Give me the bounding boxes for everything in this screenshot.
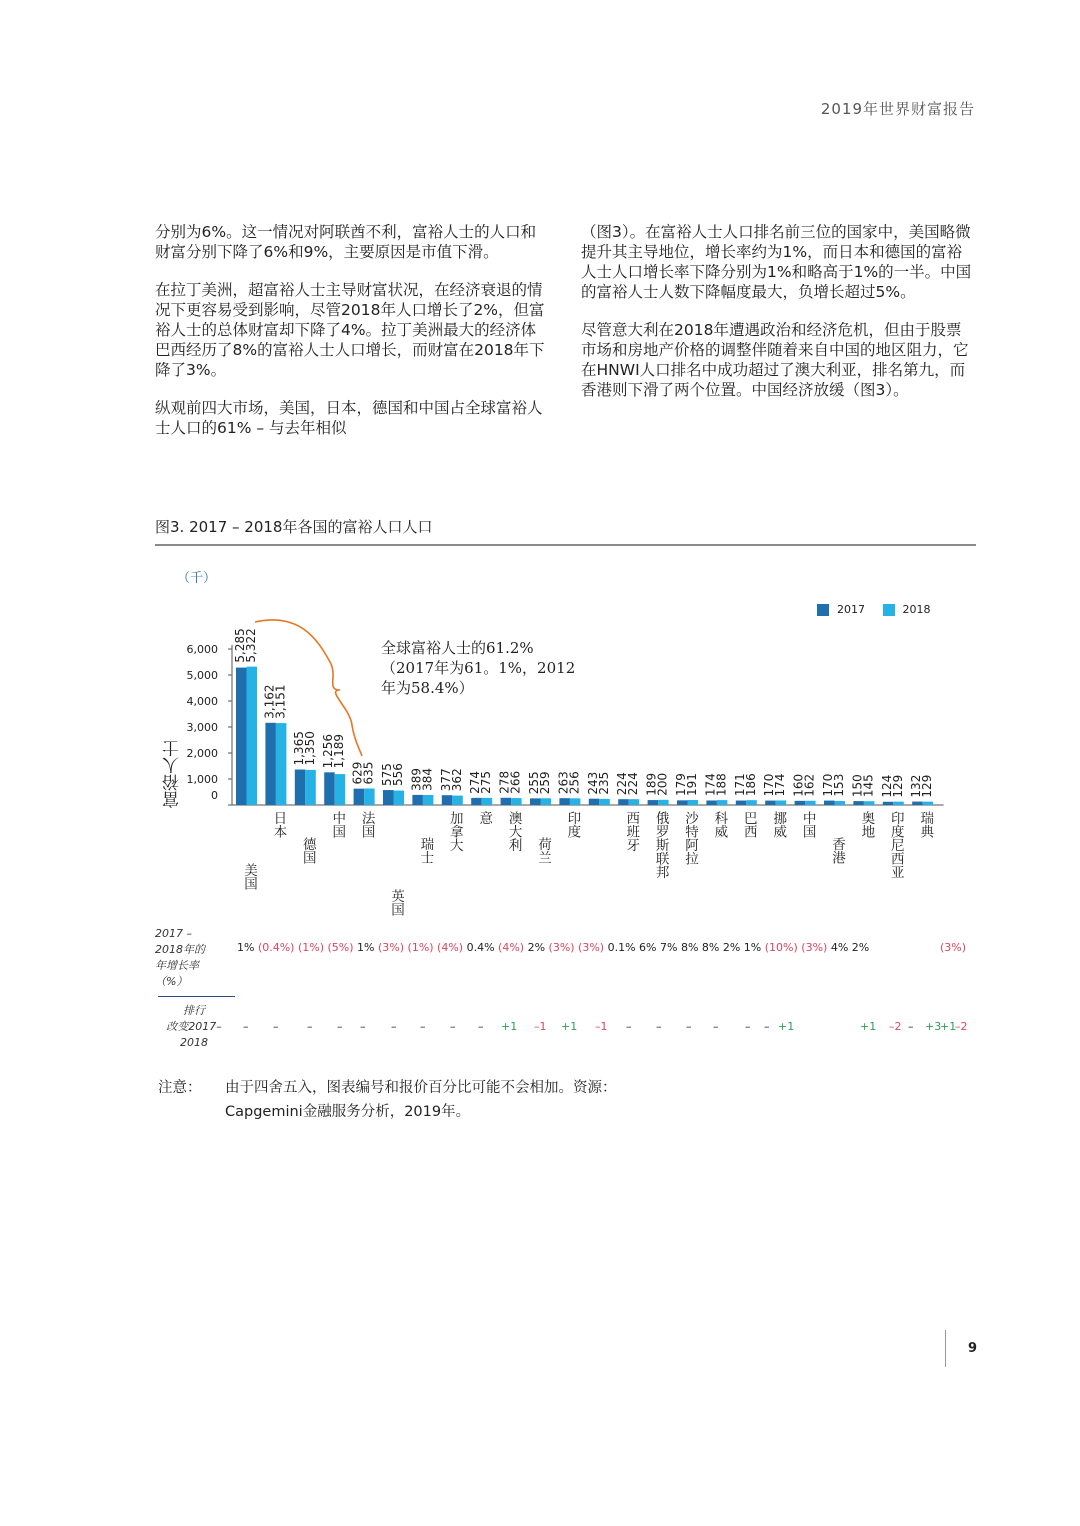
rank-change-value: – bbox=[360, 1020, 366, 1033]
y-tick-label: 1,000 bbox=[186, 773, 218, 786]
bar-2017 bbox=[530, 798, 541, 805]
rank-change-value: –1 bbox=[595, 1020, 608, 1033]
category-label: 瑞士 bbox=[417, 837, 434, 864]
growth-rate-value: (4%) bbox=[433, 941, 464, 954]
bar-2017 bbox=[501, 798, 512, 805]
growth-rate-value: 4% bbox=[827, 941, 849, 954]
bar-2018 bbox=[717, 800, 728, 805]
rank-change-value: +1 bbox=[561, 1020, 578, 1033]
growth-rate-value: (0.4%) bbox=[254, 941, 295, 954]
bar-2018 bbox=[893, 802, 904, 805]
rank-change-value: – bbox=[337, 1020, 343, 1033]
bar-2017 bbox=[265, 723, 276, 805]
value-label-2018: 259 bbox=[538, 771, 552, 795]
growth-label-line-2: 2018年的 bbox=[155, 943, 205, 956]
y-tick-label: 0 bbox=[211, 789, 218, 802]
value-label-2018: 153 bbox=[832, 773, 846, 797]
category-label: 德国 bbox=[299, 837, 316, 864]
rank-label-line-3: 2018 bbox=[180, 1036, 208, 1049]
value-label-2018: 188 bbox=[714, 773, 729, 797]
rank-change-value: – bbox=[450, 1020, 456, 1033]
rank-change-value: –2 bbox=[955, 1020, 968, 1033]
value-label-2018: 235 bbox=[596, 771, 611, 795]
bar-2018 bbox=[864, 801, 875, 805]
category-label: 沙特阿拉 bbox=[682, 811, 698, 865]
growth-rate-value: (3%) bbox=[545, 941, 575, 954]
figure-title: 图3. 2017 – 2018年各国的富裕人口人口 bbox=[155, 518, 433, 536]
value-label-2017: 255 bbox=[527, 771, 541, 795]
rank-change-value: – bbox=[656, 1020, 662, 1033]
value-label-2017: 179 bbox=[674, 773, 688, 797]
y-tick-label: 3,000 bbox=[186, 721, 218, 734]
value-label-2017: 171 bbox=[732, 773, 747, 797]
bar-2017 bbox=[795, 801, 806, 805]
legend-swatch-2018 bbox=[883, 604, 895, 616]
rank-change-value: – bbox=[686, 1020, 692, 1033]
growth-rate-value: 2% bbox=[848, 941, 870, 954]
annotation-line-2: （2017年为61。1%，2012 bbox=[381, 659, 576, 677]
bar-2018 bbox=[541, 798, 552, 805]
growth-rate-value: 2% bbox=[719, 941, 741, 954]
category-label: 挪威 bbox=[770, 811, 787, 838]
rank-change-value: – bbox=[713, 1020, 719, 1033]
value-label-2017: 243 bbox=[585, 771, 600, 795]
bar-2018 bbox=[746, 800, 757, 805]
page-number-divider bbox=[945, 1330, 946, 1367]
category-label: 印度尼西亚 bbox=[887, 811, 904, 879]
legend-label-2018: 2018 bbox=[902, 602, 931, 616]
chart-unit-label: （千） bbox=[177, 571, 217, 586]
value-label-2017: 3,162 bbox=[262, 684, 277, 719]
value-label-2018: 266 bbox=[508, 770, 523, 794]
bar-2017 bbox=[912, 802, 923, 805]
growth-rate-value: (4%) bbox=[494, 941, 525, 954]
value-label-2018: 1,350 bbox=[302, 731, 317, 766]
value-label-2017: 1,256 bbox=[321, 733, 336, 769]
rank-change-value: – bbox=[745, 1020, 751, 1033]
category-label: 英国 bbox=[388, 889, 404, 916]
growth-rate-value: 1% bbox=[353, 941, 375, 954]
growth-rate-value: 2% bbox=[524, 941, 546, 954]
bar-2017 bbox=[559, 798, 570, 805]
growth-rate-value: 8% bbox=[677, 941, 699, 954]
category-label: 印度 bbox=[564, 811, 581, 838]
bar-2017 bbox=[853, 801, 864, 805]
growth-rate-value: 7% bbox=[656, 941, 678, 954]
value-label-2018: 275 bbox=[479, 770, 494, 794]
right-paragraph-2: 尽管意大利在2018年遭遇政治和经济危机，但由于股票市场和房地产价格的调整伴随着来自中国的地区阻力，它在HNWI人口排名中成功超过了澳大利亚，排名第九，而香港则下滑了两个位置。中国经济放缓（图3）。 bbox=[581, 321, 969, 399]
right-paragraph-1: （图3）。在富裕人士人口排名前三位的国家中，美国略微提升其主导地位，增长率约为1%，而日本和德国的富裕人士人口增长率下降分别为1%和略高于1%的一半。中国的富裕人士人数下降幅度最大，负增长超过5%。 bbox=[581, 223, 972, 301]
bar-2018 bbox=[570, 798, 581, 805]
bar-2018 bbox=[923, 802, 934, 805]
category-label: 美国 bbox=[241, 863, 257, 890]
bar-2017 bbox=[383, 790, 394, 805]
growth-label-line-1: 2017 – bbox=[155, 927, 192, 940]
rank-row-label bbox=[155, 1003, 233, 1051]
value-label-2017: 174 bbox=[703, 773, 718, 797]
bar-2017 bbox=[883, 802, 894, 805]
category-label: 意 bbox=[476, 811, 493, 825]
legend-swatch-2017 bbox=[817, 604, 829, 616]
value-label-2018: 191 bbox=[685, 773, 699, 797]
value-label-2018: 635 bbox=[361, 761, 376, 785]
value-label-2017: 263 bbox=[556, 771, 571, 795]
y-tick-label: 5,000 bbox=[186, 669, 218, 682]
bar-2018 bbox=[835, 801, 846, 805]
value-label-2018: 362 bbox=[449, 768, 464, 792]
growth-rate-value: (3%) bbox=[374, 941, 405, 954]
category-label: 巴西 bbox=[740, 811, 757, 838]
rank-change-value: +1 bbox=[940, 1020, 957, 1033]
value-label-2017: 629 bbox=[350, 761, 365, 785]
category-label: 荷兰 bbox=[535, 837, 551, 864]
annotation-line-1: 全球富裕人士的61.2% bbox=[381, 639, 534, 657]
growth-rate-row bbox=[237, 941, 966, 954]
source-note bbox=[158, 1076, 617, 1124]
value-label-2017: 278 bbox=[497, 770, 512, 794]
growth-rate-value: (3%) bbox=[940, 941, 967, 954]
bar-2017 bbox=[824, 801, 835, 805]
value-label-2017: 575 bbox=[380, 763, 394, 787]
bar-2017 bbox=[295, 770, 306, 805]
bar-2018 bbox=[247, 667, 258, 805]
value-label-2018: 384 bbox=[420, 767, 435, 791]
bar-2018 bbox=[482, 798, 493, 805]
value-label-2018: 174 bbox=[773, 773, 788, 797]
value-label-2018: 5,322 bbox=[244, 628, 258, 663]
value-label-2018: 224 bbox=[626, 772, 641, 796]
growth-rate-value: (3%) bbox=[574, 941, 605, 954]
rank-change-value: +1 bbox=[501, 1020, 518, 1033]
value-label-2017: 189 bbox=[644, 772, 659, 796]
growth-label-line-3: 年增长率 bbox=[155, 959, 199, 972]
legend-item-2018 bbox=[883, 603, 931, 616]
rank-change-value: – bbox=[391, 1020, 397, 1033]
y-tick-label: 2,000 bbox=[186, 747, 218, 760]
rank-change-value: – bbox=[764, 1020, 770, 1033]
legend-item-2017 bbox=[817, 603, 865, 616]
category-label: 香港 bbox=[829, 837, 845, 864]
category-label: 日本 bbox=[270, 811, 287, 838]
growth-rate-value: (10%) bbox=[761, 941, 798, 954]
value-label-2017: 124 bbox=[879, 774, 894, 798]
category-label: 奥地 bbox=[858, 811, 875, 838]
value-label-2018: 256 bbox=[567, 771, 582, 795]
value-label-2017: 132 bbox=[909, 774, 924, 798]
value-label-2017: 1,365 bbox=[291, 731, 306, 766]
bar-2017 bbox=[736, 801, 747, 805]
value-label-2018: 162 bbox=[802, 773, 817, 797]
value-label-2018: 129 bbox=[920, 774, 935, 798]
value-label-2017: 150 bbox=[850, 774, 865, 798]
growth-rate-value: 8% bbox=[698, 941, 720, 954]
category-label: 俄罗斯联邦 bbox=[652, 811, 669, 879]
category-label: 法国 bbox=[358, 811, 375, 838]
bar-2017 bbox=[618, 799, 629, 805]
growth-rate-value: (1%) bbox=[404, 941, 434, 954]
rank-change-value: – bbox=[478, 1020, 484, 1033]
note-line-1: 由于四舍五入，图表编号和报价百分比可能不会相加。资源： bbox=[225, 1080, 617, 1096]
category-label: 西班牙 bbox=[623, 811, 640, 852]
rank-change-value: – bbox=[273, 1020, 279, 1033]
bar-2017 bbox=[442, 795, 453, 805]
y-tick-label: 4,000 bbox=[186, 695, 218, 708]
bar-2018 bbox=[394, 791, 405, 805]
value-label-2018: 186 bbox=[743, 773, 758, 797]
value-label-2017: 224 bbox=[615, 772, 630, 796]
bar-2017 bbox=[471, 798, 482, 805]
bar-2018 bbox=[805, 801, 816, 805]
bar-2018 bbox=[452, 796, 463, 805]
annotation-line-3: 年为58.4%） bbox=[381, 679, 474, 697]
value-label-2017: 389 bbox=[409, 767, 424, 791]
value-label-2018: 129 bbox=[890, 774, 905, 798]
value-label-2017: 274 bbox=[468, 770, 483, 794]
rank-label-line-2: 改变2017– bbox=[166, 1020, 222, 1033]
growth-rate-value: 1% bbox=[237, 941, 255, 954]
rank-change-value: – bbox=[908, 1020, 914, 1033]
bar-2018 bbox=[364, 788, 375, 805]
category-label: 中国 bbox=[799, 811, 816, 838]
bar-2017 bbox=[236, 668, 247, 805]
rank-label-line-1: 排行 bbox=[183, 1004, 205, 1017]
value-label-2018: 1,189 bbox=[332, 733, 347, 769]
growth-row-label bbox=[155, 926, 233, 990]
value-label-2017: 170 bbox=[821, 773, 835, 797]
top-four-annotation bbox=[381, 638, 575, 698]
growth-label-line-4: （%） bbox=[155, 975, 188, 988]
note-line-2: Capgemini金融服务分析，2019年。 bbox=[225, 1104, 471, 1120]
bar-2017 bbox=[354, 789, 365, 805]
value-label-2018: 556 bbox=[391, 763, 405, 787]
rank-change-value: +1 bbox=[778, 1020, 795, 1033]
bar-2017 bbox=[765, 801, 776, 805]
bar-2018 bbox=[305, 770, 316, 805]
bar-2018 bbox=[335, 774, 346, 805]
value-label-2018: 145 bbox=[861, 774, 876, 798]
bar-2018 bbox=[423, 795, 434, 805]
chart-legend bbox=[817, 602, 945, 616]
value-label-2017: 5,285 bbox=[233, 628, 247, 663]
bar-2017 bbox=[648, 800, 659, 805]
value-label-2018: 3,151 bbox=[273, 684, 288, 719]
rank-change-value: +1 bbox=[860, 1020, 877, 1033]
bar-2018 bbox=[629, 799, 640, 805]
rank-change-value: – bbox=[243, 1020, 249, 1033]
bar-2018 bbox=[658, 800, 669, 805]
bar-2017 bbox=[324, 772, 335, 805]
category-label: 瑞典 bbox=[917, 811, 934, 838]
category-label: 澳大利 bbox=[505, 811, 522, 852]
category-label: 加拿大 bbox=[446, 811, 463, 852]
left-paragraph-2: 在拉丁美洲，超富裕人士主导财富状况，在经济衰退的情况下更容易受到影响，尽管2018年人口增长了2%，但富裕人士的总体财富却下降了4%。拉丁美洲最大的经济体巴西经历了8%的富裕人士人口增长，而财富在2018年下降了3%。 bbox=[155, 281, 545, 379]
growth-rate-value: 0.4% bbox=[463, 941, 495, 954]
bar-2018 bbox=[599, 799, 610, 805]
note-label: 注意： bbox=[158, 1080, 202, 1096]
bar-2017 bbox=[706, 800, 717, 805]
growth-rate-value: 6% bbox=[635, 941, 657, 954]
growth-rate-value: (5%) bbox=[324, 941, 354, 954]
bar-2018 bbox=[276, 723, 287, 805]
bar-2017 bbox=[412, 795, 423, 805]
growth-label-underline bbox=[158, 996, 235, 997]
growth-rate-value: (1%) bbox=[294, 941, 325, 954]
legend-label-2017: 2017 bbox=[837, 602, 865, 616]
category-label: 科威 bbox=[711, 811, 728, 838]
growth-rate-value: (3%) bbox=[797, 941, 828, 954]
y-tick-label: 6,000 bbox=[186, 643, 218, 656]
bar-2017 bbox=[677, 800, 688, 805]
rank-change-value: +3 bbox=[925, 1020, 942, 1033]
value-label-2017: 160 bbox=[791, 773, 806, 797]
growth-rate-value: 0.1% bbox=[604, 941, 636, 954]
category-label: 中国 bbox=[329, 811, 346, 838]
growth-rate-value: 1% bbox=[740, 941, 762, 954]
rank-change-value: –1 bbox=[534, 1020, 547, 1033]
chart-y-axis-label: 富裕人士 bbox=[163, 740, 183, 808]
left-paragraph-3: 纵观前四大市场，美国，日本，德国和中国占全球富裕人士人口的61% – 与去年相似 bbox=[155, 399, 543, 437]
value-label-2018: 200 bbox=[655, 772, 670, 796]
bar-2017 bbox=[589, 799, 600, 805]
rank-change-value: – bbox=[626, 1020, 632, 1033]
value-label-2017: 377 bbox=[438, 768, 453, 792]
page-number: 9 bbox=[968, 1341, 978, 1356]
report-header-title: 2019年世界财富报告 bbox=[820, 100, 975, 118]
rank-change-value: – bbox=[307, 1020, 313, 1033]
rank-change-value: – bbox=[420, 1020, 426, 1033]
bar-2018 bbox=[511, 798, 521, 805]
left-paragraph-1: 分别为6%。这一情况对阿联酋不利，富裕人士的人口和财富分别下降了6%和9%，主要原因是市值下滑。 bbox=[155, 223, 537, 261]
bar-2018 bbox=[688, 800, 699, 805]
value-label-2017: 170 bbox=[762, 773, 777, 797]
bar-2018 bbox=[776, 800, 787, 805]
rank-change-value: –2 bbox=[889, 1020, 902, 1033]
